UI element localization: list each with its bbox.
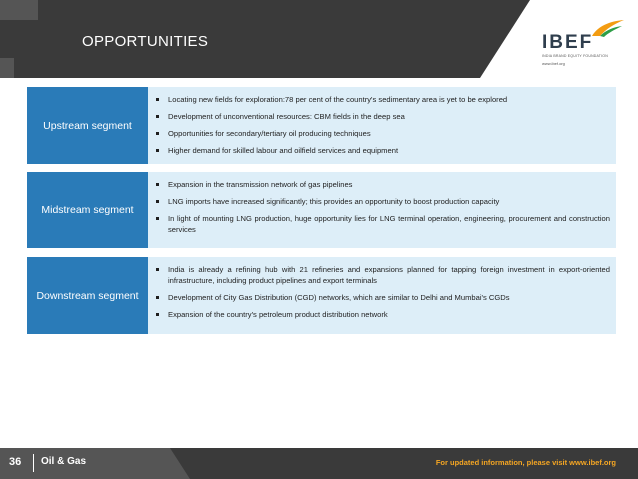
midstream-segment: [27, 172, 616, 248]
list-item: Expansion of the country's petroleum product distribution network: [154, 309, 610, 320]
list-item: In light of mounting LNG production, huge opportunity lies for LNG terminal operation, engineering, procurement and construction services: [154, 213, 610, 235]
list-item: India is already a refining hub with 21 refineries and expansions planned for tapping foreign investment in export-oriented infrastructure, including product pipelines and export terminals: [154, 264, 610, 286]
footer-section-title: Oil & Gas: [41, 456, 87, 467]
page-title: OPPORTUNITIES: [82, 33, 209, 50]
segment-content: [148, 257, 616, 334]
logo-tagline: INDIA BRAND EQUITY FOUNDATION: [542, 54, 608, 58]
segment-label: Downstream segment: [27, 257, 148, 334]
list-item: Development of City Gas Distribution (CGD) networks, which are similar to Delhi and Mumbai's CGDs: [154, 292, 610, 303]
ibef-logo[interactable]: [540, 18, 632, 70]
segment-content: [148, 172, 616, 248]
logo-bird-icon: [588, 18, 628, 38]
logo-url: www.ibef.org: [542, 61, 565, 66]
list-item: Opportunities for secondary/tertiary oil producing techniques: [154, 128, 610, 139]
header-bar: [0, 0, 530, 78]
footer: [0, 448, 638, 479]
list-item: Locating new fields for exploration:78 per cent of the country's sedimentary area is yet to be explored: [154, 94, 610, 105]
segment-label: Midstream segment: [27, 172, 148, 248]
list-item: Development of unconventional resources: CBM fields in the deep sea: [154, 111, 610, 122]
list-item: Expansion in the transmission network of gas pipelines: [154, 179, 610, 190]
segment-content: [148, 87, 616, 164]
footer-website-link[interactable]: For updated information, please visit www.ibef.org: [435, 458, 616, 467]
logo-text: IBEF: [542, 32, 594, 53]
header-background: [0, 0, 530, 78]
upstream-segment: [27, 87, 616, 164]
list-item: LNG imports have increased significantly; this provides an opportunity to boost production capacity: [154, 196, 610, 207]
page-number: 36: [9, 456, 22, 468]
list-item: Higher demand for skilled labour and oilfield services and equipment: [154, 145, 610, 156]
footer-divider: [33, 454, 34, 472]
segment-label: Upstream segment: [27, 87, 148, 164]
downstream-segment: [27, 257, 616, 334]
